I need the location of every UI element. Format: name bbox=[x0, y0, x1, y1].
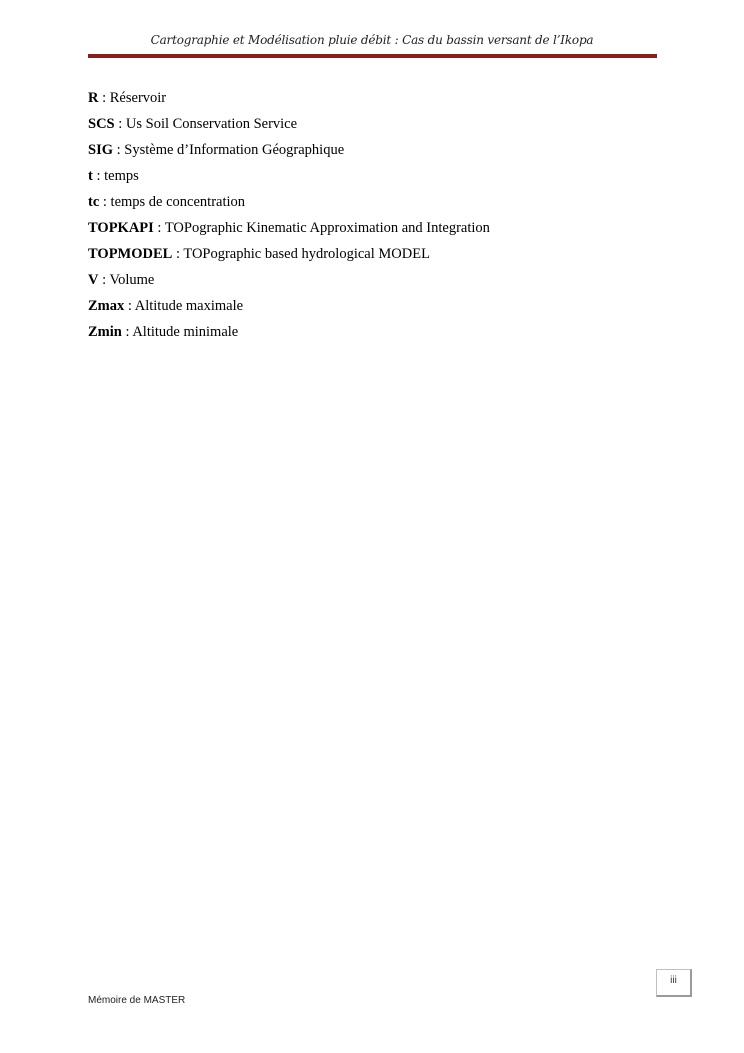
abbreviation-term: Zmin bbox=[88, 324, 122, 340]
abbreviation-definition: : Système d’Information Géographique bbox=[113, 142, 345, 158]
abbreviation-term: Zmax bbox=[88, 298, 125, 314]
abbreviation-definition: : Réservoir bbox=[98, 90, 167, 106]
abbreviation-definition: : temps bbox=[92, 168, 139, 184]
abbreviation-item bbox=[88, 218, 658, 244]
abbreviation-item bbox=[88, 166, 658, 192]
abbreviation-item bbox=[88, 192, 658, 218]
header-divider bbox=[88, 54, 657, 58]
abbreviation-item bbox=[88, 296, 658, 322]
page-footer-text: Mémoire de MASTER bbox=[88, 995, 186, 1006]
abbreviation-definition: : Volume bbox=[98, 272, 155, 288]
abbreviation-list bbox=[88, 88, 658, 348]
abbreviation-definition: : Altitude maximale bbox=[124, 298, 244, 314]
abbreviation-term: SIG bbox=[88, 142, 113, 158]
abbreviation-definition: : TOPographic Kinematic Approximation and Integration bbox=[153, 220, 490, 236]
abbreviation-term: TOPKAPI bbox=[88, 220, 154, 236]
abbreviation-definition: : Us Soil Conservation Service bbox=[114, 116, 298, 132]
abbreviation-item bbox=[88, 322, 658, 348]
abbreviation-definition: : TOPographic based hydrological MODEL bbox=[172, 246, 430, 262]
page-number: iii bbox=[656, 969, 692, 997]
abbreviation-item bbox=[88, 244, 658, 270]
abbreviation-definition: : temps de concentration bbox=[99, 194, 246, 210]
abbreviation-term: V bbox=[88, 272, 99, 288]
abbreviation-definition: : Altitude minimale bbox=[121, 324, 239, 340]
abbreviation-item bbox=[88, 270, 658, 296]
abbreviation-term: tc bbox=[88, 194, 100, 210]
abbreviation-item bbox=[88, 140, 658, 166]
abbreviation-item bbox=[88, 114, 658, 140]
abbreviation-term: TOPMODEL bbox=[88, 246, 173, 262]
abbreviation-term: R bbox=[88, 90, 99, 106]
page-header-title: Cartographie et Modélisation pluie débit : Cas du bassin versant de l’Ikopa bbox=[150, 33, 594, 47]
abbreviation-item bbox=[88, 88, 658, 114]
abbreviation-term: t bbox=[88, 168, 93, 184]
abbreviation-term: SCS bbox=[88, 116, 115, 132]
